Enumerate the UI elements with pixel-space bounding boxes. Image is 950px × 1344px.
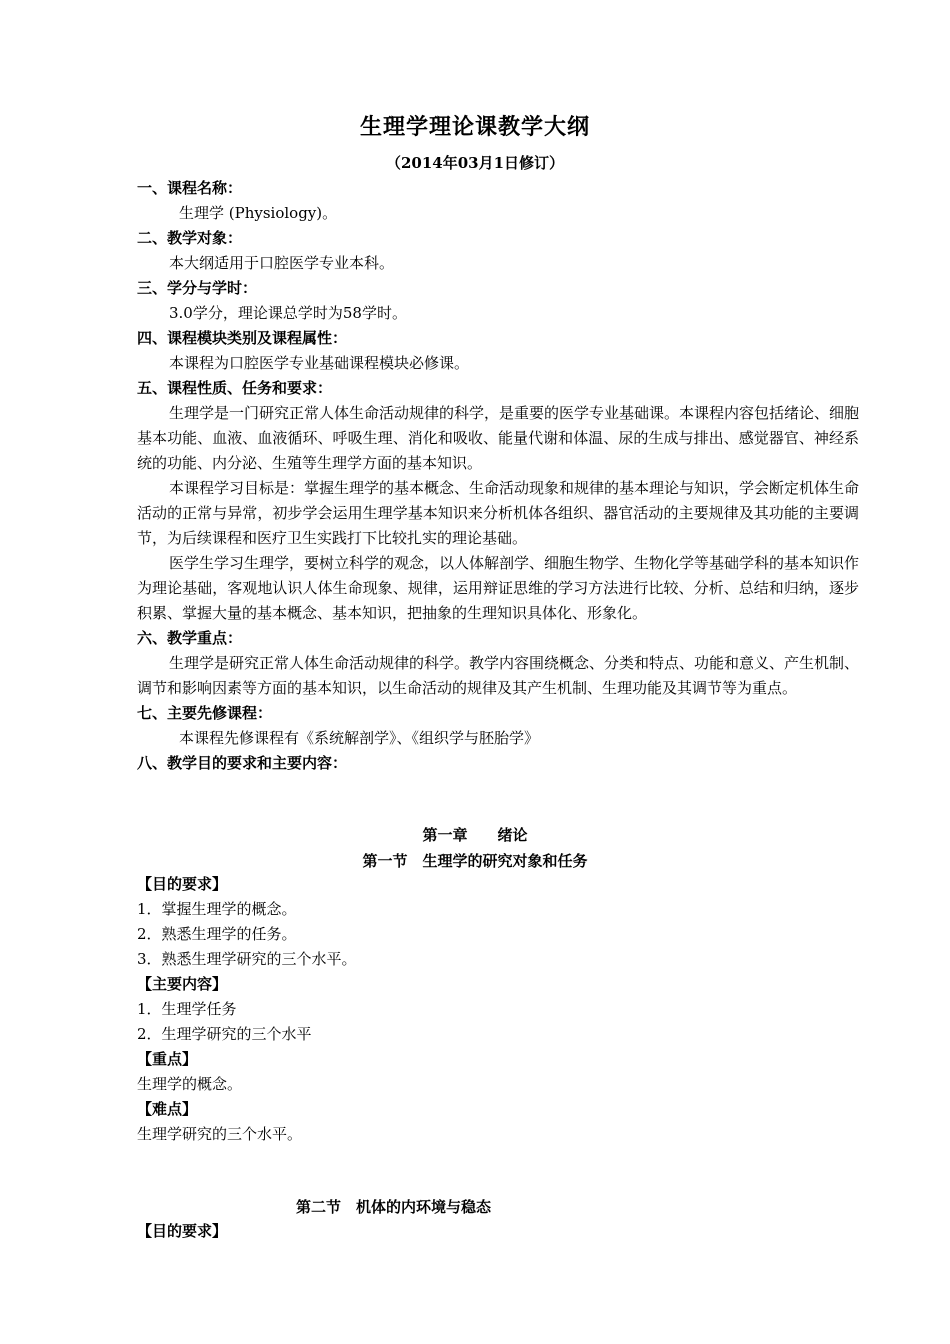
section-heading-objectives: 八、教学目的要求和主要内容： [137,754,348,772]
nature-paragraph-1: 生理学是一门研究正常人体生命活动规律的科学，是重要的医学专业基础课。本课程内容包括绪论、细胞基本功能、血液、血液循环、呼吸生理、消化和吸收、能量代谢和体温、尿的生成与排出、感觉器官、神经系统的功能、内分泌、生殖等生理学方面的基本知识。 [137,404,860,472]
goal-item: 2．熟悉生理学的任务。 [137,925,297,943]
goals-label: 【目的要求】 [137,1222,228,1240]
focus-text: 生理学是研究正常人体生命活动规律的科学。教学内容围绕概念、分类和特点、功能和意义、产生机制、调节和影响因素等方面的基本知识，以生命活动的规律及其产生机制、生理功能及其调节等为重点。 [137,654,860,697]
section-1-body [137,872,859,1147]
module-text: 本课程为口腔医学专业基础课程模块必修课。 [169,354,470,372]
syllabus-body [137,176,859,776]
section-heading-course-name: 一、课程名称： [137,179,243,197]
key-point-label: 【重点】 [137,1050,198,1068]
goal-item: 3．熟悉生理学研究的三个水平。 [137,950,357,968]
section-heading-prerequisites: 七、主要先修课程： [137,704,273,722]
difficulty-text: 生理学研究的三个水平。 [137,1125,303,1143]
difficulty-label: 【难点】 [137,1100,198,1118]
section-heading-nature: 五、课程性质、任务和要求： [137,379,333,397]
document-title: 生理学理论课教学大纲 [359,115,590,140]
section-heading-module: 四、课程模块类别及课程属性： [137,329,348,347]
content-item: 2．生理学研究的三个水平 [137,1025,312,1043]
key-point-text: 生理学的概念。 [137,1075,243,1093]
section-heading-focus: 六、教学重点： [137,629,243,647]
section-2-body [137,1219,859,1244]
nature-paragraph-2: 本课程学习目标是：掌握生理学的基本概念、生命活动现象和规律的基本理论与知识，学会断定机体生命活动的正常与异常，初步学会运用生理学基本知识来分析机体各组织、器官活动的主要规律及其功能的主要调节，为后续课程和医疗卫生实践打下比较扎实的理论基础。 [137,479,860,547]
content-label: 【主要内容】 [137,975,228,993]
credits-text: 3.0学分，理论课总学时为58学时。 [169,304,407,322]
revision-date: （2014年03月1日修订） [385,154,565,172]
chapter-section-2-title: 第二节 机体的内环境与稳态 [296,1198,492,1216]
target-text: 本大纲适用于口腔医学专业本科。 [169,254,395,272]
section-heading-target: 二、教学对象： [137,229,243,247]
course-name-text: 生理学 (Physiology)。 [179,204,338,222]
nature-paragraph-3: 医学生学习生理学，要树立科学的观念，以人体解剖学、细胞生物学、生物化学等基础学科的基本知识作为理论基础，客观地认识人体生命现象、规律，运用辩证思维的学习方法进行比较、分析、总结和归纳，逐步积累、掌握大量的基本概念、基本知识，把抽象的生理知识具体化、形象化。 [137,554,860,622]
chapter-title: 第一章 绪论 [422,826,528,844]
chapter-section-1-title: 第一节 生理学的研究对象和任务 [362,852,588,870]
section-heading-credits: 三、学分与学时： [137,279,258,297]
goals-label: 【目的要求】 [137,875,228,893]
goal-item: 1．掌握生理学的概念。 [137,900,297,918]
prerequisites-text: 本课程先修课程有《系统解剖学》、《组织学与胚胎学》 [179,729,540,747]
content-item: 1．生理学任务 [137,1000,237,1018]
